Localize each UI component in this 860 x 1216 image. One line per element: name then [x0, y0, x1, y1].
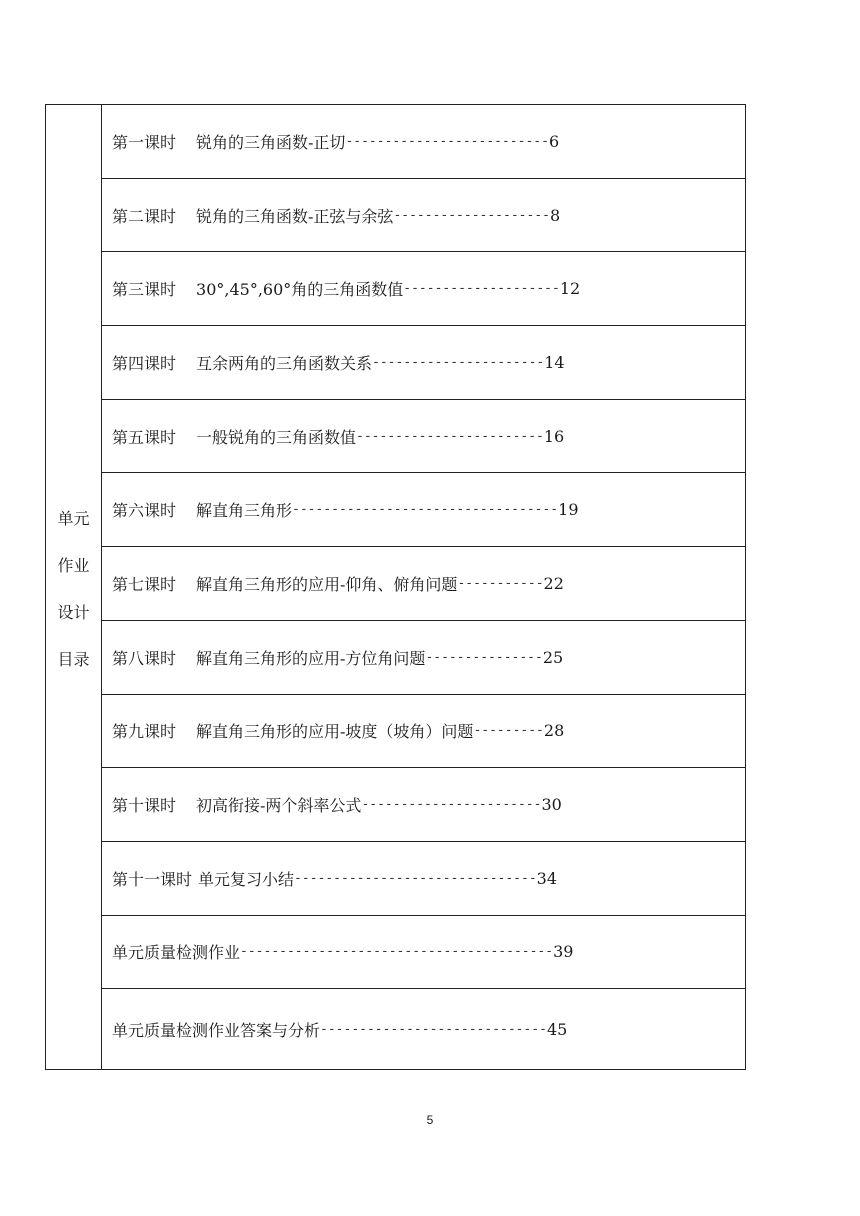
entry-page: 39 — [553, 942, 574, 962]
side-label-cell — [46, 105, 102, 1069]
leader-dashes: ----------------------------- — [320, 1021, 547, 1037]
lesson-label: 第十一课时 — [112, 869, 193, 889]
toc-entry[interactable] — [102, 179, 745, 253]
lesson-label: 第二课时 — [112, 206, 177, 226]
page-number: 5 — [426, 1113, 434, 1127]
entry-page: 25 — [542, 647, 564, 667]
leader-dashes: -------------------------- — [345, 133, 549, 149]
entry-page: 22 — [543, 573, 564, 593]
leader-dashes: ----------- — [457, 575, 544, 591]
toc-entry[interactable] — [102, 252, 745, 326]
entry-page: 12 — [559, 279, 581, 299]
entry-title: 解直角三角形的应用-方位角问题 — [196, 648, 426, 668]
entry-page: 34 — [536, 868, 558, 888]
entry-title: 单元质量检测作业 — [112, 943, 241, 963]
entry-title: 解直角三角形的应用-坡度（坡角）问题 — [196, 722, 474, 742]
entry-title: 单元质量检测作业答案与分析 — [112, 1020, 321, 1040]
toc-entry[interactable] — [102, 105, 745, 179]
entry-page: 19 — [558, 500, 579, 520]
entry-title: 30°,45°,60°角的三角函数值 — [196, 280, 404, 300]
leader-dashes: ----------------------- — [361, 797, 542, 813]
leader-dashes: -------------------- — [403, 281, 560, 297]
lesson-label: 第一课时 — [112, 132, 177, 152]
entry-title: 互余两角的三角函数关系 — [196, 353, 373, 373]
toc-entry[interactable] — [102, 400, 745, 474]
lesson-label: 第五课时 — [112, 427, 177, 447]
leader-dashes: ---------------------------------------- — [240, 944, 554, 960]
entry-page: 16 — [543, 426, 565, 446]
entry-page: 30 — [541, 795, 562, 815]
leader-dashes: ---------------------------------- — [292, 502, 559, 518]
leader-dashes: -------------------- — [393, 207, 550, 223]
toc-entry[interactable] — [102, 473, 745, 547]
entry-page: 14 — [544, 352, 565, 372]
lesson-label: 第九课时 — [112, 722, 177, 742]
toc-table — [45, 104, 746, 1070]
leader-dashes: ------------------------------- — [294, 870, 537, 886]
toc-entry[interactable] — [102, 621, 745, 695]
toc-entry[interactable] — [102, 547, 745, 621]
entry-title: 初高衔接-两个斜率公式 — [196, 796, 362, 816]
toc-entry[interactable] — [102, 989, 745, 1069]
entry-title: 解直角三角形 — [196, 501, 293, 521]
entry-title: 单元复习小结 — [198, 869, 295, 889]
leader-dashes: ---------------------- — [372, 354, 545, 370]
leader-dashes: --------- — [473, 723, 544, 739]
leader-dashes: --------------- — [425, 649, 543, 665]
entry-title: 解直角三角形的应用-仰角、俯角问题 — [196, 574, 458, 594]
toc-entry[interactable] — [102, 695, 745, 769]
lesson-label: 第三课时 — [112, 280, 177, 300]
side-label: 单元作业设计目录 — [57, 509, 90, 669]
lesson-label: 第六课时 — [112, 501, 177, 521]
toc-entry[interactable] — [102, 916, 745, 990]
entry-title: 锐角的三角函数-正弦与余弦 — [196, 206, 394, 226]
toc-entry[interactable] — [102, 326, 745, 400]
toc-entry[interactable] — [102, 768, 745, 842]
lesson-label: 第七课时 — [112, 574, 177, 594]
entry-page: 45 — [547, 1019, 568, 1039]
lesson-label: 第八课时 — [112, 648, 177, 668]
toc-entry[interactable] — [102, 842, 745, 916]
toc-rows — [102, 105, 745, 1069]
lesson-label: 第十课时 — [112, 796, 177, 816]
entry-page: 6 — [548, 131, 560, 151]
lesson-label: 第四课时 — [112, 353, 177, 373]
entry-page: 28 — [543, 721, 565, 741]
entry-title: 锐角的三角函数-正切 — [196, 132, 346, 152]
entry-title: 一般锐角的三角函数值 — [196, 427, 357, 447]
leader-dashes: ------------------------ — [356, 428, 544, 444]
entry-page: 8 — [549, 205, 561, 225]
